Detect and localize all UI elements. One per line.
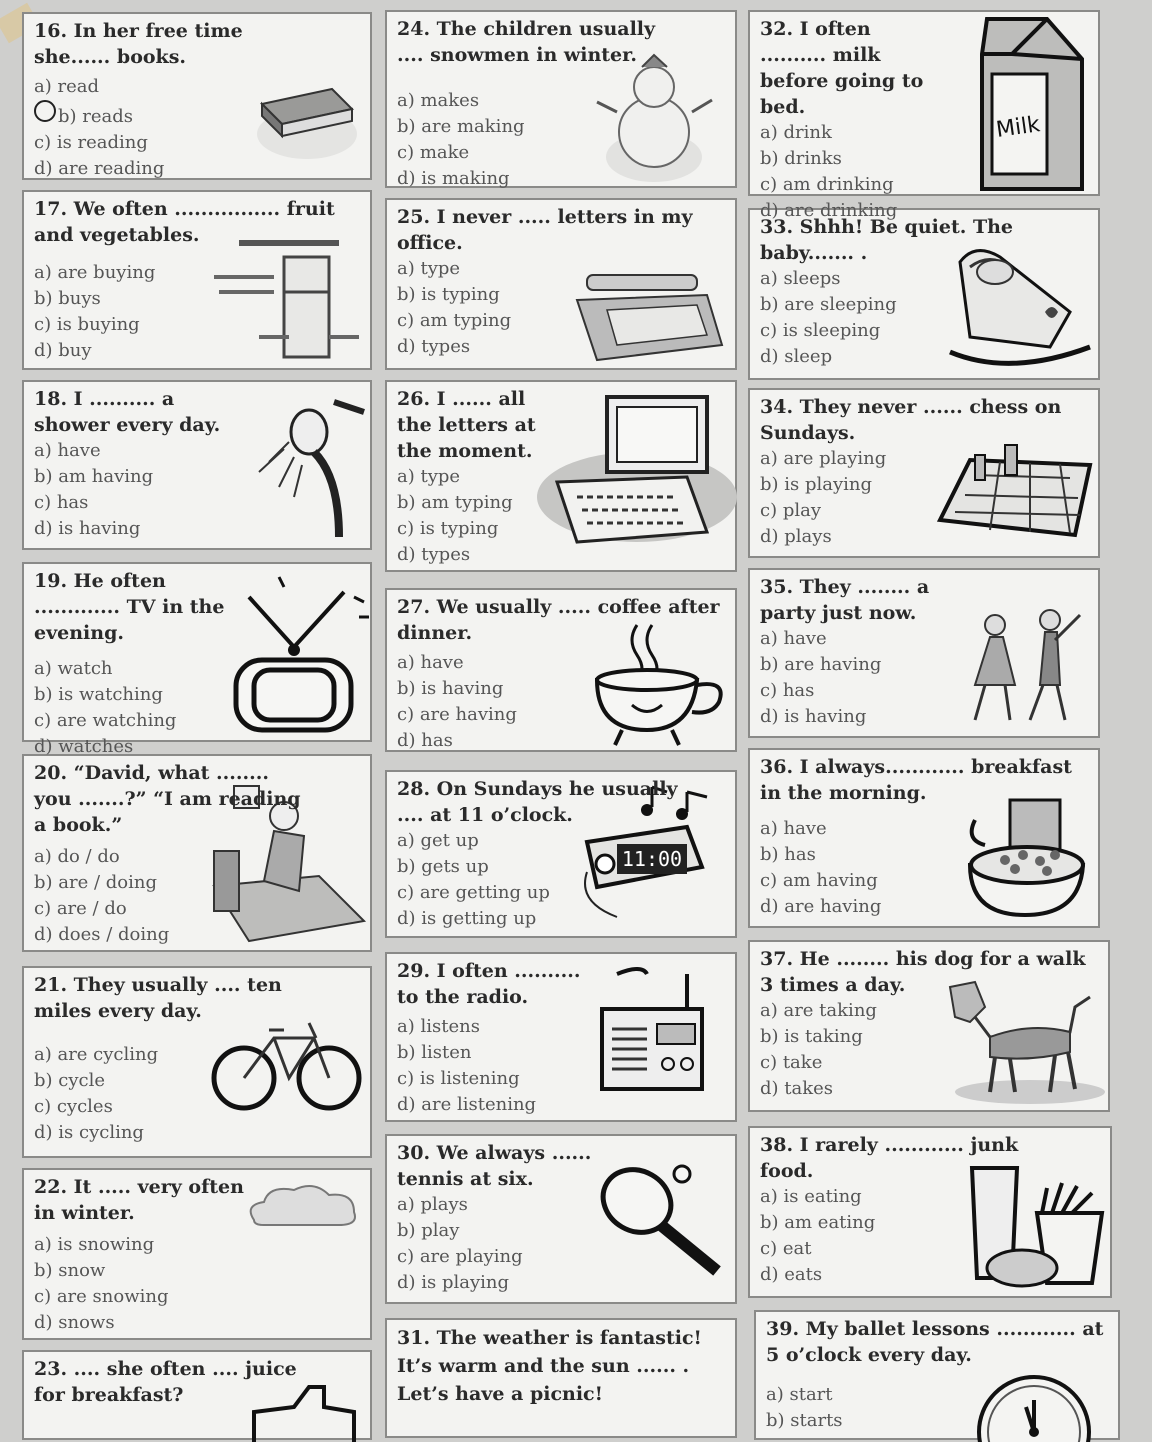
option-b[interactable]: b) is having: [397, 678, 504, 699]
question-37: [748, 940, 1110, 1112]
question-stem: 39. My ballet lessons ............ at 5 o’clock every day.: [766, 1318, 1104, 1366]
question-30: [385, 1134, 737, 1304]
option-c[interactable]: c) cycles: [34, 1096, 113, 1117]
option-a[interactable]: a) drink: [760, 122, 832, 143]
option-c[interactable]: c) play: [760, 500, 822, 521]
option-b[interactable]: b) gets up: [397, 856, 489, 877]
option-b[interactable]: b) are / doing: [34, 872, 157, 893]
option-c[interactable]: c) is buying: [34, 314, 140, 335]
question-18: [22, 380, 372, 550]
question-stem: 38. I rarely ............ junk food.: [760, 1134, 1019, 1182]
question-22: [22, 1168, 372, 1340]
option-c[interactable]: c) are snowing: [34, 1286, 169, 1307]
option-a[interactable]: a) makes: [397, 90, 480, 111]
question-17: [22, 190, 372, 370]
option-a[interactable]: a) start: [766, 1384, 833, 1405]
question-19: [22, 562, 372, 757]
option-d[interactable]: d) are having: [760, 896, 882, 917]
question-stem: 18. I .......... a shower every day.: [34, 388, 221, 436]
option-d[interactable]: d) are listening: [397, 1094, 537, 1115]
option-a[interactable]: a) are taking: [760, 1000, 877, 1021]
option-a[interactable]: a) have: [34, 440, 101, 461]
option-c[interactable]: c) has: [760, 680, 815, 701]
option-c[interactable]: c) am having: [760, 870, 878, 891]
option-b[interactable]: b) listen: [397, 1042, 472, 1063]
option-b[interactable]: b) is typing: [397, 284, 500, 305]
question-stem: 30. We always ...... tennis at six.: [397, 1142, 592, 1190]
question-23: [22, 1350, 372, 1440]
question-24: [385, 10, 737, 188]
question-35: [748, 568, 1100, 738]
option-a[interactable]: a) type: [397, 258, 461, 279]
option-a[interactable]: a) is snowing: [34, 1234, 155, 1255]
option-b[interactable]: b) buys: [34, 288, 101, 309]
option-c[interactable]: c) is typing: [397, 518, 499, 539]
option-d[interactable]: d) is having: [760, 706, 867, 727]
option-d[interactable]: d) sleep: [760, 346, 833, 367]
option-b[interactable]: b) am eating: [760, 1212, 876, 1233]
option-b[interactable]: b) is playing: [760, 474, 873, 495]
option-a[interactable]: a) watch: [34, 658, 113, 679]
question-stem: 31. The weather is fantastic! It’s warm and the sun ...... . Let’s have a picnic!: [397, 1327, 702, 1405]
option-d[interactable]: d) has: [397, 730, 453, 751]
answer-circle-icon: [34, 100, 56, 122]
option-b[interactable]: b) cycle: [34, 1070, 106, 1091]
question-39: [754, 1310, 1120, 1440]
option-d[interactable]: d) is playing: [397, 1272, 510, 1293]
question-34: [748, 388, 1100, 558]
option-c[interactable]: c) is reading: [34, 132, 148, 153]
question-26: [385, 380, 737, 572]
option-a[interactable]: a) are buying: [34, 262, 156, 283]
option-d[interactable]: d) plays: [760, 526, 832, 547]
option-a[interactable]: a) are cycling: [34, 1044, 159, 1065]
question-stem: 26. I ...... all the letters at the moment.: [397, 388, 536, 462]
option-d[interactable]: d) are reading: [34, 158, 165, 179]
question-21: [22, 966, 372, 1158]
option-d[interactable]: d) is having: [34, 518, 141, 539]
question-36: [748, 748, 1100, 928]
option-c[interactable]: c) are having: [397, 704, 517, 725]
option-a[interactable]: a) have: [397, 652, 464, 673]
option-b[interactable]: b) reads: [34, 100, 360, 130]
clock-display: 11:00: [621, 847, 683, 871]
option-b[interactable]: b) starts: [766, 1410, 843, 1431]
option-c[interactable]: c) make: [397, 142, 470, 163]
option-a[interactable]: a) read: [34, 76, 99, 97]
question-stem: 24. The children usually .... snowmen in winter.: [397, 18, 656, 66]
option-c[interactable]: c) are / do: [34, 898, 127, 919]
question-33: [748, 208, 1100, 380]
option-b[interactable]: b) are having: [760, 654, 882, 675]
option-c[interactable]: c) am drinking: [760, 174, 894, 195]
option-b[interactable]: b) is taking: [760, 1026, 863, 1047]
option-b[interactable]: b) am having: [34, 466, 154, 487]
question-stem: 35. They ........ a party just now.: [760, 576, 930, 624]
option-c[interactable]: c) has: [34, 492, 89, 513]
option-b[interactable]: b) am typing: [397, 492, 513, 513]
option-c[interactable]: c) are playing: [397, 1246, 523, 1267]
question-stem: 28. On Sundays he usually .... at 11 o’clock.: [397, 778, 678, 826]
option-a[interactable]: a) do / do: [34, 846, 120, 867]
question-stem: 20. “David, what ........ you .......?” “I am reading a book.”: [34, 762, 301, 836]
option-d[interactable]: d) snows: [34, 1312, 115, 1333]
question-28: [385, 770, 737, 938]
option-a[interactable]: a) have: [760, 628, 827, 649]
question-stem: 32. I often .......... milk before going to bed.: [760, 18, 924, 118]
option-b[interactable]: b) is watching: [34, 684, 163, 705]
question-20: [22, 754, 372, 952]
option-d[interactable]: d) takes: [760, 1078, 834, 1099]
option-d[interactable]: d) is getting up: [397, 908, 537, 929]
option-c[interactable]: c) is listening: [397, 1068, 520, 1089]
option-d[interactable]: d) watches: [34, 736, 134, 757]
option-c[interactable]: c) eat: [760, 1238, 812, 1259]
option-a[interactable]: a) sleeps: [760, 268, 841, 289]
question-stem: 37. He ........ his dog for a walk 3 times a day.: [760, 948, 1086, 996]
option-c[interactable]: c) am typing: [397, 310, 512, 331]
question-stem: 34. They never ...... chess on Sundays.: [760, 396, 1062, 444]
question-stem: 29. I often .......... to the radio.: [397, 960, 581, 1008]
option-d[interactable]: d) types: [397, 544, 471, 565]
option-a[interactable]: a) type: [397, 466, 461, 487]
question-31: [385, 1318, 737, 1438]
option-a[interactable]: a) are playing: [760, 448, 887, 469]
question-27: [385, 588, 737, 752]
option-a[interactable]: a) plays: [397, 1194, 468, 1215]
question-stem: 21. They usually .... ten miles every day.: [34, 974, 282, 1022]
option-d[interactable]: d) types: [397, 336, 471, 357]
question-stem: 27. We usually ..... coffee after dinner.: [397, 596, 720, 644]
question-stem: 33. Shhh! Be quiet. The baby....... .: [760, 216, 1014, 264]
option-c[interactable]: c) are watching: [34, 710, 177, 731]
question-16: [22, 12, 372, 180]
option-d[interactable]: d) buy: [34, 340, 92, 361]
option-c[interactable]: c) are getting up: [397, 882, 550, 903]
option-b[interactable]: b) snow: [34, 1260, 106, 1281]
option-b[interactable]: b) has: [760, 844, 816, 865]
question-38: [748, 1126, 1112, 1298]
option-d[interactable]: d) are drinking: [760, 200, 898, 221]
question-stem: 22. It ..... very often in winter.: [34, 1176, 244, 1224]
option-d[interactable]: d) is making: [397, 168, 510, 189]
option-b[interactable]: b) are sleeping: [760, 294, 897, 315]
milk-label: Milk: [994, 112, 1042, 144]
option-b[interactable]: b) drinks: [760, 148, 842, 169]
question-stem: 23. .... she often .... juice for breakfast?: [34, 1358, 297, 1406]
option-b[interactable]: b) are making: [397, 116, 525, 137]
question-stem: 19. He often ............. TV in the evening.: [34, 570, 225, 644]
option-a[interactable]: a) listens: [397, 1016, 480, 1037]
option-a[interactable]: a) get up: [397, 830, 479, 851]
question-stem: 36. I always............ breakfast in the morning.: [760, 756, 1072, 804]
option-a[interactable]: a) have: [760, 818, 827, 839]
option-b[interactable]: b) play: [397, 1220, 460, 1241]
option-c[interactable]: c) take: [760, 1052, 823, 1073]
question-stem: 16. In her free time she...... books.: [34, 20, 243, 68]
option-d[interactable]: d) is cycling: [34, 1122, 144, 1143]
option-d[interactable]: d) does / doing: [34, 924, 170, 945]
question-32: [748, 10, 1100, 221]
option-d[interactable]: d) eats: [760, 1264, 823, 1285]
question-29: [385, 952, 737, 1122]
option-a[interactable]: a) is eating: [760, 1186, 862, 1207]
question-25: [385, 198, 737, 370]
question-stem: 17. We often ................ fruit and vegetables.: [34, 198, 335, 246]
option-c[interactable]: c) is sleeping: [760, 320, 881, 341]
question-stem: 25. I never ..... letters in my office.: [397, 206, 693, 254]
